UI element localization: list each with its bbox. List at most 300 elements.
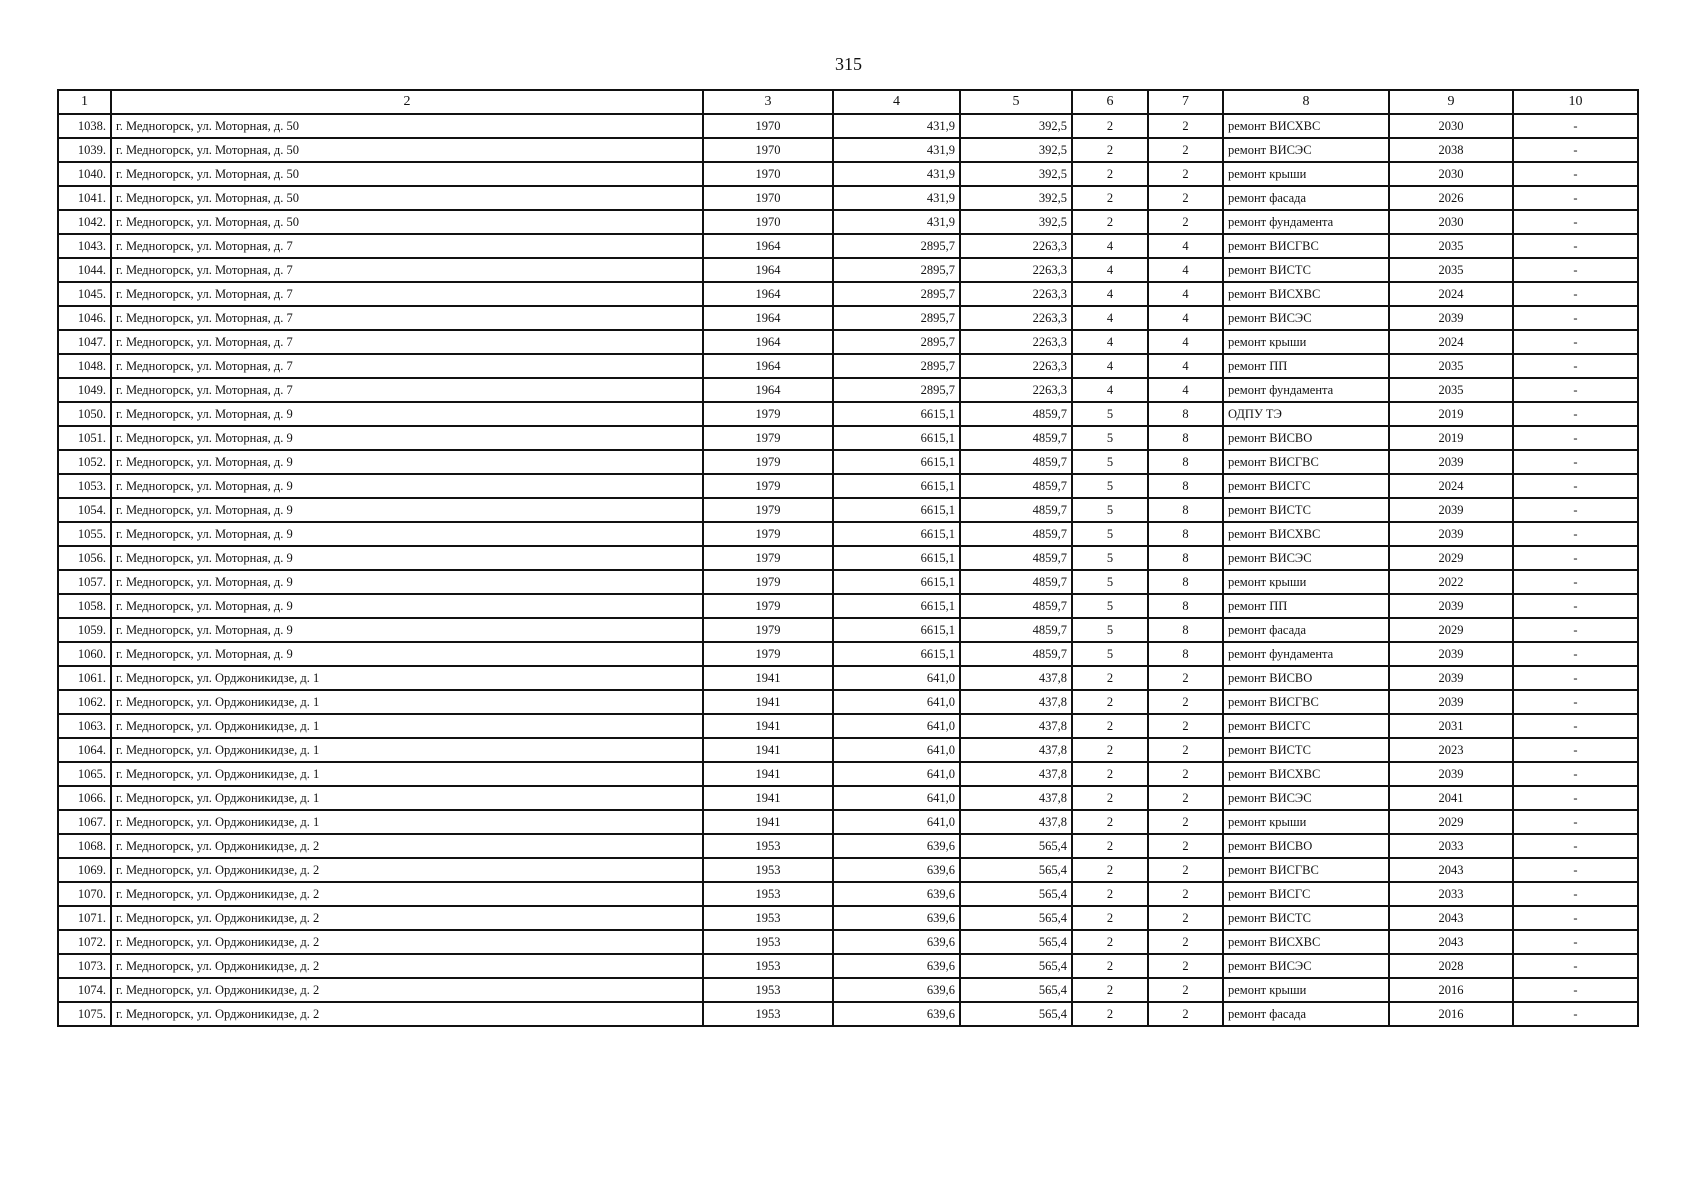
cell-repair-work: ремонт фундамента xyxy=(1223,378,1389,402)
cell-year-built: 1979 xyxy=(703,594,833,618)
cell-year-built: 1979 xyxy=(703,618,833,642)
cell-living-area: 565,4 xyxy=(960,906,1072,930)
cell-total-area: 639,6 xyxy=(833,930,960,954)
cell-entrances: 2 xyxy=(1148,906,1223,930)
cell-planned-year: 2039 xyxy=(1389,762,1513,786)
cell-repair-work: ремонт ВИСЭС xyxy=(1223,306,1389,330)
cell-entrances: 2 xyxy=(1148,858,1223,882)
cell-row-number: 1075. xyxy=(58,1002,111,1026)
cell-living-area: 437,8 xyxy=(960,738,1072,762)
cell-living-area: 392,5 xyxy=(960,210,1072,234)
cell-note: - xyxy=(1513,882,1638,906)
cell-floors: 4 xyxy=(1072,354,1148,378)
cell-note: - xyxy=(1513,450,1638,474)
cell-living-area: 2263,3 xyxy=(960,378,1072,402)
cell-planned-year: 2035 xyxy=(1389,258,1513,282)
cell-row-number: 1073. xyxy=(58,954,111,978)
cell-row-number: 1056. xyxy=(58,546,111,570)
cell-row-number: 1040. xyxy=(58,162,111,186)
cell-address: г. Медногорск, ул. Орджоникидзе, д. 2 xyxy=(111,882,703,906)
cell-address: г. Медногорск, ул. Моторная, д. 9 xyxy=(111,522,703,546)
column-header: 7 xyxy=(1148,90,1223,114)
cell-repair-work: ремонт ВИСХВС xyxy=(1223,114,1389,138)
cell-floors: 5 xyxy=(1072,594,1148,618)
cell-floors: 2 xyxy=(1072,114,1148,138)
cell-row-number: 1072. xyxy=(58,930,111,954)
cell-repair-work: ремонт фасада xyxy=(1223,1002,1389,1026)
cell-note: - xyxy=(1513,498,1638,522)
cell-total-area: 431,9 xyxy=(833,138,960,162)
cell-row-number: 1046. xyxy=(58,306,111,330)
table-row xyxy=(58,642,1638,666)
cell-entrances: 2 xyxy=(1148,114,1223,138)
cell-row-number: 1039. xyxy=(58,138,111,162)
cell-planned-year: 2019 xyxy=(1389,426,1513,450)
cell-floors: 5 xyxy=(1072,522,1148,546)
cell-planned-year: 2039 xyxy=(1389,498,1513,522)
cell-floors: 4 xyxy=(1072,330,1148,354)
cell-repair-work: ремонт фундамента xyxy=(1223,210,1389,234)
cell-repair-work: ремонт ВИСГС xyxy=(1223,882,1389,906)
column-header: 4 xyxy=(833,90,960,114)
cell-total-area: 431,9 xyxy=(833,186,960,210)
cell-planned-year: 2029 xyxy=(1389,810,1513,834)
cell-repair-work: ремонт ВИСХВС xyxy=(1223,522,1389,546)
cell-entrances: 4 xyxy=(1148,330,1223,354)
cell-note: - xyxy=(1513,186,1638,210)
cell-floors: 2 xyxy=(1072,666,1148,690)
cell-address: г. Медногорск, ул. Моторная, д. 9 xyxy=(111,546,703,570)
cell-row-number: 1053. xyxy=(58,474,111,498)
cell-year-built: 1953 xyxy=(703,930,833,954)
table-row xyxy=(58,138,1638,162)
cell-address: г. Медногорск, ул. Моторная, д. 9 xyxy=(111,402,703,426)
cell-note: - xyxy=(1513,810,1638,834)
cell-row-number: 1041. xyxy=(58,186,111,210)
cell-living-area: 2263,3 xyxy=(960,354,1072,378)
cell-note: - xyxy=(1513,522,1638,546)
cell-living-area: 565,4 xyxy=(960,858,1072,882)
cell-year-built: 1941 xyxy=(703,786,833,810)
cell-entrances: 8 xyxy=(1148,522,1223,546)
cell-year-built: 1953 xyxy=(703,858,833,882)
cell-note: - xyxy=(1513,114,1638,138)
cell-note: - xyxy=(1513,930,1638,954)
cell-repair-work: ремонт ПП xyxy=(1223,594,1389,618)
cell-floors: 2 xyxy=(1072,714,1148,738)
cell-note: - xyxy=(1513,690,1638,714)
cell-row-number: 1063. xyxy=(58,714,111,738)
cell-entrances: 4 xyxy=(1148,234,1223,258)
cell-planned-year: 2016 xyxy=(1389,1002,1513,1026)
cell-entrances: 2 xyxy=(1148,666,1223,690)
cell-note: - xyxy=(1513,474,1638,498)
cell-floors: 5 xyxy=(1072,618,1148,642)
cell-total-area: 6615,1 xyxy=(833,618,960,642)
cell-address: г. Медногорск, ул. Орджоникидзе, д. 2 xyxy=(111,906,703,930)
cell-living-area: 2263,3 xyxy=(960,234,1072,258)
cell-total-area: 639,6 xyxy=(833,882,960,906)
cell-total-area: 6615,1 xyxy=(833,474,960,498)
cell-note: - xyxy=(1513,210,1638,234)
cell-living-area: 437,8 xyxy=(960,666,1072,690)
table-row xyxy=(58,618,1638,642)
cell-planned-year: 2039 xyxy=(1389,450,1513,474)
cell-row-number: 1060. xyxy=(58,642,111,666)
cell-year-built: 1953 xyxy=(703,834,833,858)
cell-floors: 4 xyxy=(1072,258,1148,282)
column-header: 8 xyxy=(1223,90,1389,114)
cell-note: - xyxy=(1513,954,1638,978)
cell-address: г. Медногорск, ул. Орджоникидзе, д. 2 xyxy=(111,834,703,858)
column-header: 1 xyxy=(58,90,111,114)
table-row xyxy=(58,258,1638,282)
cell-year-built: 1979 xyxy=(703,498,833,522)
cell-row-number: 1048. xyxy=(58,354,111,378)
cell-year-built: 1953 xyxy=(703,954,833,978)
cell-repair-work: ремонт ВИСТС xyxy=(1223,258,1389,282)
table-row xyxy=(58,810,1638,834)
cell-note: - xyxy=(1513,594,1638,618)
cell-living-area: 4859,7 xyxy=(960,474,1072,498)
table-row xyxy=(58,834,1638,858)
cell-note: - xyxy=(1513,546,1638,570)
cell-planned-year: 2030 xyxy=(1389,114,1513,138)
cell-row-number: 1069. xyxy=(58,858,111,882)
cell-year-built: 1970 xyxy=(703,114,833,138)
cell-note: - xyxy=(1513,570,1638,594)
column-header: 6 xyxy=(1072,90,1148,114)
cell-repair-work: ремонт ВИСВО xyxy=(1223,834,1389,858)
cell-total-area: 641,0 xyxy=(833,714,960,738)
cell-floors: 2 xyxy=(1072,186,1148,210)
cell-note: - xyxy=(1513,762,1638,786)
cell-living-area: 4859,7 xyxy=(960,498,1072,522)
cell-note: - xyxy=(1513,978,1638,1002)
cell-row-number: 1052. xyxy=(58,450,111,474)
cell-address: г. Медногорск, ул. Моторная, д. 7 xyxy=(111,306,703,330)
cell-repair-work: ремонт ВИСТС xyxy=(1223,498,1389,522)
cell-address: г. Медногорск, ул. Моторная, д. 7 xyxy=(111,330,703,354)
cell-living-area: 4859,7 xyxy=(960,618,1072,642)
cell-year-built: 1953 xyxy=(703,906,833,930)
cell-year-built: 1941 xyxy=(703,690,833,714)
cell-total-area: 641,0 xyxy=(833,738,960,762)
cell-year-built: 1979 xyxy=(703,546,833,570)
cell-total-area: 6615,1 xyxy=(833,402,960,426)
cell-note: - xyxy=(1513,906,1638,930)
cell-planned-year: 2035 xyxy=(1389,234,1513,258)
cell-planned-year: 2039 xyxy=(1389,306,1513,330)
table-row xyxy=(58,354,1638,378)
cell-address: г. Медногорск, ул. Орджоникидзе, д. 2 xyxy=(111,978,703,1002)
cell-planned-year: 2023 xyxy=(1389,738,1513,762)
cell-note: - xyxy=(1513,258,1638,282)
table-row xyxy=(58,882,1638,906)
table-row xyxy=(58,594,1638,618)
cell-row-number: 1043. xyxy=(58,234,111,258)
cell-address: г. Медногорск, ул. Моторная, д. 50 xyxy=(111,210,703,234)
cell-repair-work: ремонт крыши xyxy=(1223,810,1389,834)
cell-entrances: 4 xyxy=(1148,306,1223,330)
cell-note: - xyxy=(1513,162,1638,186)
cell-repair-work: ремонт крыши xyxy=(1223,978,1389,1002)
cell-address: г. Медногорск, ул. Моторная, д. 7 xyxy=(111,282,703,306)
cell-floors: 2 xyxy=(1072,162,1148,186)
table-row xyxy=(58,378,1638,402)
table-row xyxy=(58,858,1638,882)
cell-year-built: 1964 xyxy=(703,282,833,306)
table-row xyxy=(58,930,1638,954)
cell-address: г. Медногорск, ул. Моторная, д. 9 xyxy=(111,642,703,666)
cell-repair-work: ремонт ВИСГВС xyxy=(1223,858,1389,882)
cell-repair-work: ремонт ВИСЭС xyxy=(1223,546,1389,570)
cell-repair-work: ремонт фундамента xyxy=(1223,642,1389,666)
cell-year-built: 1964 xyxy=(703,330,833,354)
cell-year-built: 1964 xyxy=(703,258,833,282)
table-row xyxy=(58,546,1638,570)
cell-living-area: 565,4 xyxy=(960,882,1072,906)
cell-address: г. Медногорск, ул. Моторная, д. 9 xyxy=(111,594,703,618)
cell-planned-year: 2016 xyxy=(1389,978,1513,1002)
cell-address: г. Медногорск, ул. Орджоникидзе, д. 2 xyxy=(111,1002,703,1026)
cell-entrances: 8 xyxy=(1148,498,1223,522)
cell-entrances: 8 xyxy=(1148,450,1223,474)
cell-total-area: 6615,1 xyxy=(833,498,960,522)
cell-address: г. Медногорск, ул. Орджоникидзе, д. 1 xyxy=(111,786,703,810)
cell-year-built: 1941 xyxy=(703,762,833,786)
cell-year-built: 1964 xyxy=(703,234,833,258)
cell-floors: 5 xyxy=(1072,402,1148,426)
cell-note: - xyxy=(1513,738,1638,762)
table-row xyxy=(58,306,1638,330)
table-row xyxy=(58,954,1638,978)
header-row xyxy=(58,90,1638,114)
cell-repair-work: ремонт фасада xyxy=(1223,618,1389,642)
cell-living-area: 565,4 xyxy=(960,978,1072,1002)
cell-entrances: 2 xyxy=(1148,882,1223,906)
cell-row-number: 1074. xyxy=(58,978,111,1002)
cell-total-area: 2895,7 xyxy=(833,330,960,354)
table-row xyxy=(58,402,1638,426)
cell-living-area: 4859,7 xyxy=(960,546,1072,570)
cell-note: - xyxy=(1513,666,1638,690)
cell-floors: 2 xyxy=(1072,762,1148,786)
table-row xyxy=(58,330,1638,354)
cell-address: г. Медногорск, ул. Моторная, д. 7 xyxy=(111,354,703,378)
cell-repair-work: ОДПУ ТЭ xyxy=(1223,402,1389,426)
table-row xyxy=(58,1002,1638,1026)
cell-row-number: 1057. xyxy=(58,570,111,594)
cell-total-area: 6615,1 xyxy=(833,426,960,450)
cell-total-area: 6615,1 xyxy=(833,522,960,546)
cell-total-area: 2895,7 xyxy=(833,306,960,330)
cell-address: г. Медногорск, ул. Орджоникидзе, д. 1 xyxy=(111,666,703,690)
cell-note: - xyxy=(1513,1002,1638,1026)
cell-total-area: 641,0 xyxy=(833,666,960,690)
cell-entrances: 2 xyxy=(1148,834,1223,858)
cell-living-area: 392,5 xyxy=(960,138,1072,162)
cell-row-number: 1070. xyxy=(58,882,111,906)
table-row xyxy=(58,498,1638,522)
cell-living-area: 392,5 xyxy=(960,162,1072,186)
cell-repair-work: ремонт ВИСВО xyxy=(1223,426,1389,450)
cell-repair-work: ремонт фасада xyxy=(1223,186,1389,210)
cell-row-number: 1045. xyxy=(58,282,111,306)
table-row xyxy=(58,234,1638,258)
cell-entrances: 2 xyxy=(1148,1002,1223,1026)
cell-living-area: 437,8 xyxy=(960,810,1072,834)
cell-year-built: 1970 xyxy=(703,210,833,234)
cell-planned-year: 2043 xyxy=(1389,858,1513,882)
cell-row-number: 1049. xyxy=(58,378,111,402)
table-row xyxy=(58,114,1638,138)
cell-note: - xyxy=(1513,138,1638,162)
cell-row-number: 1050. xyxy=(58,402,111,426)
cell-note: - xyxy=(1513,354,1638,378)
cell-entrances: 8 xyxy=(1148,402,1223,426)
cell-repair-work: ремонт ВИСХВС xyxy=(1223,762,1389,786)
cell-floors: 2 xyxy=(1072,738,1148,762)
cell-year-built: 1953 xyxy=(703,882,833,906)
cell-planned-year: 2031 xyxy=(1389,714,1513,738)
cell-living-area: 437,8 xyxy=(960,690,1072,714)
cell-note: - xyxy=(1513,858,1638,882)
cell-entrances: 2 xyxy=(1148,138,1223,162)
cell-floors: 2 xyxy=(1072,978,1148,1002)
cell-row-number: 1058. xyxy=(58,594,111,618)
cell-planned-year: 2035 xyxy=(1389,354,1513,378)
cell-floors: 5 xyxy=(1072,546,1148,570)
cell-address: г. Медногорск, ул. Моторная, д. 50 xyxy=(111,138,703,162)
table-row xyxy=(58,690,1638,714)
cell-row-number: 1064. xyxy=(58,738,111,762)
cell-address: г. Медногорск, ул. Орджоникидзе, д. 2 xyxy=(111,930,703,954)
cell-total-area: 6615,1 xyxy=(833,570,960,594)
cell-total-area: 431,9 xyxy=(833,210,960,234)
cell-planned-year: 2030 xyxy=(1389,210,1513,234)
cell-entrances: 8 xyxy=(1148,474,1223,498)
cell-total-area: 2895,7 xyxy=(833,258,960,282)
table-row xyxy=(58,714,1638,738)
cell-entrances: 2 xyxy=(1148,690,1223,714)
cell-living-area: 437,8 xyxy=(960,762,1072,786)
cell-row-number: 1055. xyxy=(58,522,111,546)
cell-living-area: 392,5 xyxy=(960,186,1072,210)
cell-entrances: 8 xyxy=(1148,594,1223,618)
cell-total-area: 6615,1 xyxy=(833,594,960,618)
cell-row-number: 1061. xyxy=(58,666,111,690)
cell-entrances: 8 xyxy=(1148,618,1223,642)
cell-floors: 5 xyxy=(1072,450,1148,474)
cell-repair-work: ремонт ВИСГС xyxy=(1223,714,1389,738)
cell-row-number: 1066. xyxy=(58,786,111,810)
cell-living-area: 565,4 xyxy=(960,954,1072,978)
cell-year-built: 1979 xyxy=(703,426,833,450)
cell-year-built: 1964 xyxy=(703,378,833,402)
cell-entrances: 8 xyxy=(1148,570,1223,594)
cell-entrances: 8 xyxy=(1148,642,1223,666)
cell-address: г. Медногорск, ул. Моторная, д. 7 xyxy=(111,258,703,282)
cell-row-number: 1062. xyxy=(58,690,111,714)
cell-living-area: 4859,7 xyxy=(960,450,1072,474)
cell-address: г. Медногорск, ул. Орджоникидзе, д. 1 xyxy=(111,738,703,762)
cell-entrances: 2 xyxy=(1148,786,1223,810)
cell-note: - xyxy=(1513,642,1638,666)
cell-repair-work: ремонт ВИСГС xyxy=(1223,474,1389,498)
cell-address: г. Медногорск, ул. Моторная, д. 7 xyxy=(111,378,703,402)
cell-repair-work: ремонт ВИСГВС xyxy=(1223,690,1389,714)
cell-entrances: 2 xyxy=(1148,162,1223,186)
cell-year-built: 1970 xyxy=(703,162,833,186)
cell-address: г. Медногорск, ул. Орджоникидзе, д. 2 xyxy=(111,954,703,978)
table-row xyxy=(58,978,1638,1002)
cell-address: г. Медногорск, ул. Моторная, д. 50 xyxy=(111,114,703,138)
cell-address: г. Медногорск, ул. Моторная, д. 9 xyxy=(111,450,703,474)
cell-living-area: 437,8 xyxy=(960,714,1072,738)
cell-planned-year: 2039 xyxy=(1389,690,1513,714)
table-row xyxy=(58,426,1638,450)
cell-year-built: 1970 xyxy=(703,186,833,210)
cell-total-area: 641,0 xyxy=(833,762,960,786)
cell-address: г. Медногорск, ул. Орджоникидзе, д. 1 xyxy=(111,714,703,738)
cell-floors: 4 xyxy=(1072,282,1148,306)
cell-planned-year: 2039 xyxy=(1389,642,1513,666)
cell-year-built: 1964 xyxy=(703,306,833,330)
page-number: 315 xyxy=(835,54,862,74)
cell-total-area: 2895,7 xyxy=(833,234,960,258)
cell-year-built: 1953 xyxy=(703,978,833,1002)
cell-entrances: 2 xyxy=(1148,762,1223,786)
cell-year-built: 1970 xyxy=(703,138,833,162)
cell-planned-year: 2019 xyxy=(1389,402,1513,426)
cell-row-number: 1071. xyxy=(58,906,111,930)
repair-schedule-table xyxy=(57,89,1639,1027)
cell-living-area: 4859,7 xyxy=(960,402,1072,426)
cell-address: г. Медногорск, ул. Моторная, д. 50 xyxy=(111,162,703,186)
cell-year-built: 1979 xyxy=(703,474,833,498)
cell-address: г. Медногорск, ул. Орджоникидзе, д. 1 xyxy=(111,690,703,714)
column-header: 10 xyxy=(1513,90,1638,114)
cell-note: - xyxy=(1513,282,1638,306)
cell-address: г. Медногорск, ул. Моторная, д. 9 xyxy=(111,498,703,522)
cell-address: г. Медногорск, ул. Моторная, д. 9 xyxy=(111,474,703,498)
cell-living-area: 437,8 xyxy=(960,786,1072,810)
cell-entrances: 2 xyxy=(1148,714,1223,738)
cell-address: г. Медногорск, ул. Моторная, д. 9 xyxy=(111,426,703,450)
cell-entrances: 2 xyxy=(1148,954,1223,978)
table-row xyxy=(58,522,1638,546)
cell-entrances: 2 xyxy=(1148,978,1223,1002)
cell-living-area: 2263,3 xyxy=(960,330,1072,354)
cell-living-area: 4859,7 xyxy=(960,570,1072,594)
table-row xyxy=(58,906,1638,930)
cell-planned-year: 2024 xyxy=(1389,474,1513,498)
cell-planned-year: 2038 xyxy=(1389,138,1513,162)
cell-repair-work: ремонт ПП xyxy=(1223,354,1389,378)
cell-repair-work: ремонт ВИСГВС xyxy=(1223,450,1389,474)
cell-address: г. Медногорск, ул. Моторная, д. 50 xyxy=(111,186,703,210)
cell-planned-year: 2024 xyxy=(1389,282,1513,306)
cell-total-area: 639,6 xyxy=(833,858,960,882)
cell-living-area: 4859,7 xyxy=(960,642,1072,666)
cell-floors: 2 xyxy=(1072,834,1148,858)
cell-living-area: 4859,7 xyxy=(960,594,1072,618)
cell-address: г. Медногорск, ул. Орджоникидзе, д. 1 xyxy=(111,810,703,834)
cell-total-area: 2895,7 xyxy=(833,354,960,378)
cell-repair-work: ремонт ВИСЭС xyxy=(1223,954,1389,978)
cell-floors: 2 xyxy=(1072,1002,1148,1026)
